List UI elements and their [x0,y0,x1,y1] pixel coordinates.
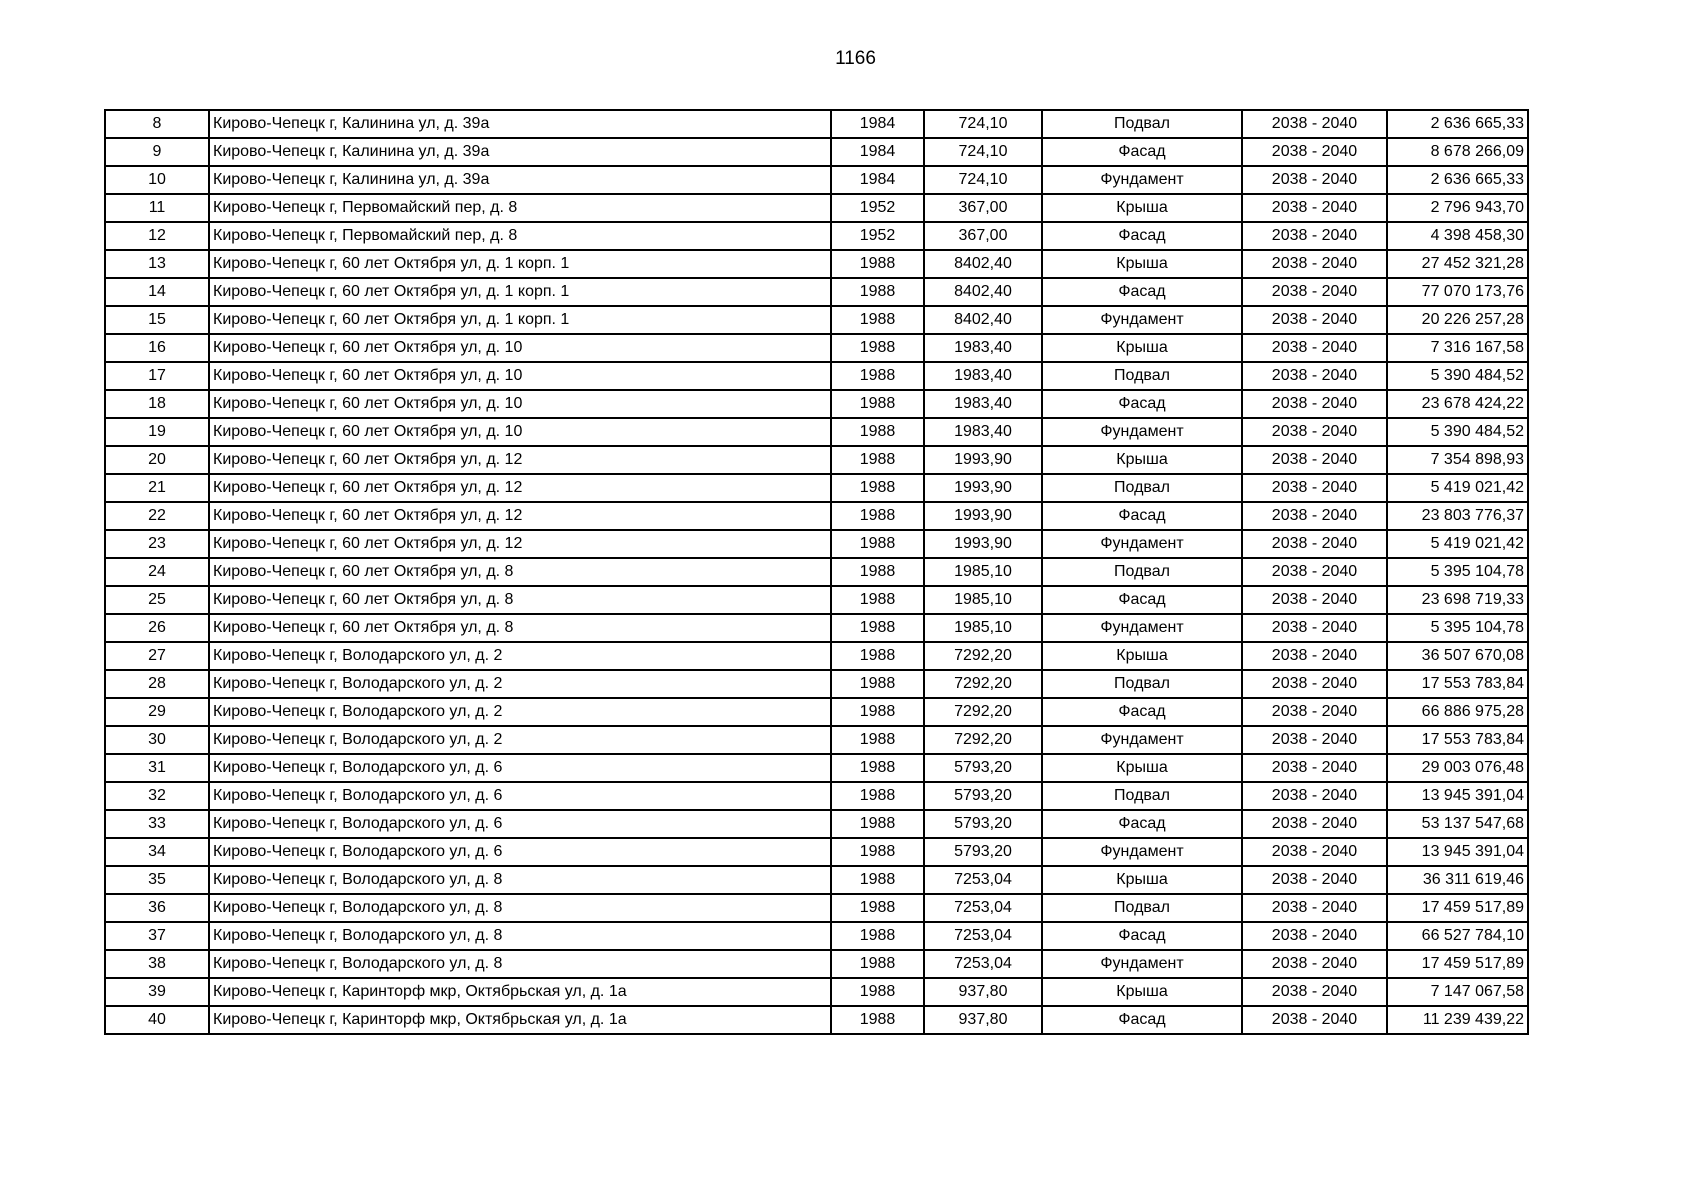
row-number-cell: 17 [105,362,209,390]
cost-cell: 7 147 067,58 [1387,978,1528,1006]
table-row [105,362,1528,390]
work-type-cell: Фасад [1042,502,1242,530]
area-cell: 5793,20 [924,754,1042,782]
row-number-cell: 15 [105,306,209,334]
address-cell: Кирово-Чепецк г, Володарского ул, д. 8 [209,866,831,894]
period-cell: 2038 - 2040 [1242,418,1387,446]
cost-cell: 27 452 321,28 [1387,250,1528,278]
row-number-cell: 21 [105,474,209,502]
work-type-cell: Фасад [1042,1006,1242,1034]
work-type-cell: Крыша [1042,194,1242,222]
address-cell: Кирово-Чепецк г, 60 лет Октября ул, д. 12 [209,530,831,558]
row-number-cell: 34 [105,838,209,866]
work-type-cell: Фундамент [1042,166,1242,194]
row-number-cell: 29 [105,698,209,726]
area-cell: 1993,90 [924,502,1042,530]
table-row [105,418,1528,446]
work-type-cell: Подвал [1042,110,1242,138]
row-number-cell: 24 [105,558,209,586]
work-type-cell: Фасад [1042,586,1242,614]
area-cell: 1983,40 [924,390,1042,418]
area-cell: 1985,10 [924,614,1042,642]
table-row [105,502,1528,530]
row-number-cell: 30 [105,726,209,754]
address-cell: Кирово-Чепецк г, Калинина ул, д. 39а [209,110,831,138]
cost-cell: 17 553 783,84 [1387,670,1528,698]
year-built-cell: 1988 [831,474,924,502]
period-cell: 2038 - 2040 [1242,222,1387,250]
period-cell: 2038 - 2040 [1242,894,1387,922]
work-type-cell: Крыша [1042,866,1242,894]
year-built-cell: 1988 [831,726,924,754]
area-cell: 7253,04 [924,950,1042,978]
table-row [105,110,1528,138]
work-type-cell: Крыша [1042,446,1242,474]
table-row [105,782,1528,810]
table-row [105,754,1528,782]
work-type-cell: Фасад [1042,698,1242,726]
table-row [105,922,1528,950]
cost-cell: 2 796 943,70 [1387,194,1528,222]
period-cell: 2038 - 2040 [1242,110,1387,138]
table-body [105,110,1528,1034]
work-type-cell: Фасад [1042,390,1242,418]
year-built-cell: 1988 [831,586,924,614]
row-number-cell: 25 [105,586,209,614]
year-built-cell: 1988 [831,1006,924,1034]
table-row [105,138,1528,166]
row-number-cell: 18 [105,390,209,418]
table-row [105,670,1528,698]
cost-cell: 23 698 719,33 [1387,586,1528,614]
address-cell: Кирово-Чепецк г, Володарского ул, д. 6 [209,838,831,866]
period-cell: 2038 - 2040 [1242,166,1387,194]
table-row [105,586,1528,614]
cost-cell: 66 527 784,10 [1387,922,1528,950]
period-cell: 2038 - 2040 [1242,922,1387,950]
cost-cell: 23 803 776,37 [1387,502,1528,530]
year-built-cell: 1988 [831,278,924,306]
period-cell: 2038 - 2040 [1242,782,1387,810]
year-built-cell: 1988 [831,390,924,418]
year-built-cell: 1988 [831,250,924,278]
table-row [105,446,1528,474]
work-type-cell: Подвал [1042,474,1242,502]
period-cell: 2038 - 2040 [1242,586,1387,614]
work-type-cell: Крыша [1042,978,1242,1006]
address-cell: Кирово-Чепецк г, Володарского ул, д. 8 [209,922,831,950]
year-built-cell: 1984 [831,166,924,194]
address-cell: Кирово-Чепецк г, Володарского ул, д. 6 [209,810,831,838]
period-cell: 2038 - 2040 [1242,474,1387,502]
year-built-cell: 1988 [831,866,924,894]
cost-cell: 7 316 167,58 [1387,334,1528,362]
area-cell: 8402,40 [924,306,1042,334]
row-number-cell: 13 [105,250,209,278]
period-cell: 2038 - 2040 [1242,502,1387,530]
table-row [105,642,1528,670]
cost-cell: 77 070 173,76 [1387,278,1528,306]
year-built-cell: 1988 [831,698,924,726]
period-cell: 2038 - 2040 [1242,614,1387,642]
year-built-cell: 1988 [831,502,924,530]
address-cell: Кирово-Чепецк г, 60 лет Октября ул, д. 1 корп. 1 [209,250,831,278]
area-cell: 7292,20 [924,642,1042,670]
work-type-cell: Подвал [1042,558,1242,586]
year-built-cell: 1988 [831,614,924,642]
year-built-cell: 1988 [831,362,924,390]
work-type-cell: Фасад [1042,810,1242,838]
cost-cell: 17 459 517,89 [1387,950,1528,978]
row-number-cell: 10 [105,166,209,194]
period-cell: 2038 - 2040 [1242,530,1387,558]
area-cell: 937,80 [924,978,1042,1006]
cost-cell: 36 507 670,08 [1387,642,1528,670]
table-row [105,698,1528,726]
row-number-cell: 35 [105,866,209,894]
row-number-cell: 23 [105,530,209,558]
row-number-cell: 16 [105,334,209,362]
period-cell: 2038 - 2040 [1242,698,1387,726]
address-cell: Кирово-Чепецк г, Володарского ул, д. 2 [209,670,831,698]
table-row [105,530,1528,558]
area-cell: 7292,20 [924,698,1042,726]
table-row [105,194,1528,222]
year-built-cell: 1988 [831,642,924,670]
period-cell: 2038 - 2040 [1242,810,1387,838]
table-row [105,250,1528,278]
cost-cell: 53 137 547,68 [1387,810,1528,838]
year-built-cell: 1988 [831,558,924,586]
address-cell: Кирово-Чепецк г, Володарского ул, д. 8 [209,950,831,978]
cost-cell: 23 678 424,22 [1387,390,1528,418]
address-cell: Кирово-Чепецк г, Володарского ул, д. 8 [209,894,831,922]
period-cell: 2038 - 2040 [1242,306,1387,334]
address-cell: Кирово-Чепецк г, 60 лет Октября ул, д. 1 корп. 1 [209,306,831,334]
area-cell: 1993,90 [924,474,1042,502]
year-built-cell: 1988 [831,418,924,446]
area-cell: 5793,20 [924,782,1042,810]
address-cell: Кирово-Чепецк г, Володарского ул, д. 2 [209,726,831,754]
year-built-cell: 1988 [831,670,924,698]
area-cell: 937,80 [924,1006,1042,1034]
row-number-cell: 31 [105,754,209,782]
work-type-cell: Подвал [1042,894,1242,922]
year-built-cell: 1988 [831,754,924,782]
address-cell: Кирово-Чепецк г, Калинина ул, д. 39а [209,166,831,194]
year-built-cell: 1988 [831,894,924,922]
period-cell: 2038 - 2040 [1242,250,1387,278]
cost-cell: 5 395 104,78 [1387,558,1528,586]
work-type-cell: Подвал [1042,782,1242,810]
row-number-cell: 19 [105,418,209,446]
table-row [105,306,1528,334]
period-cell: 2038 - 2040 [1242,278,1387,306]
row-number-cell: 32 [105,782,209,810]
address-cell: Кирово-Чепецк г, Володарского ул, д. 2 [209,698,831,726]
table-row [105,1006,1528,1034]
cost-cell: 5 419 021,42 [1387,474,1528,502]
area-cell: 1983,40 [924,334,1042,362]
area-cell: 5793,20 [924,810,1042,838]
period-cell: 2038 - 2040 [1242,754,1387,782]
row-number-cell: 37 [105,922,209,950]
cost-cell: 29 003 076,48 [1387,754,1528,782]
year-built-cell: 1984 [831,110,924,138]
work-type-cell: Фундамент [1042,950,1242,978]
address-cell: Кирово-Чепецк г, Володарского ул, д. 2 [209,642,831,670]
row-number-cell: 33 [105,810,209,838]
area-cell: 724,10 [924,166,1042,194]
address-cell: Кирово-Чепецк г, 60 лет Октября ул, д. 12 [209,502,831,530]
address-cell: Кирово-Чепецк г, 60 лет Октября ул, д. 8 [209,586,831,614]
area-cell: 724,10 [924,110,1042,138]
row-number-cell: 38 [105,950,209,978]
cost-cell: 17 459 517,89 [1387,894,1528,922]
cost-cell: 5 419 021,42 [1387,530,1528,558]
work-type-cell: Подвал [1042,362,1242,390]
year-built-cell: 1988 [831,950,924,978]
cost-cell: 2 636 665,33 [1387,110,1528,138]
row-number-cell: 28 [105,670,209,698]
table-row [105,866,1528,894]
work-type-cell: Фундамент [1042,838,1242,866]
work-type-cell: Фундамент [1042,726,1242,754]
address-cell: Кирово-Чепецк г, Каринторф мкр, Октябрьская ул, д. 1а [209,1006,831,1034]
year-built-cell: 1988 [831,306,924,334]
area-cell: 1983,40 [924,418,1042,446]
area-cell: 7253,04 [924,922,1042,950]
work-type-cell: Крыша [1042,754,1242,782]
period-cell: 2038 - 2040 [1242,978,1387,1006]
work-type-cell: Фасад [1042,222,1242,250]
address-cell: Кирово-Чепецк г, 60 лет Октября ул, д. 8 [209,558,831,586]
row-number-cell: 20 [105,446,209,474]
year-built-cell: 1988 [831,530,924,558]
period-cell: 2038 - 2040 [1242,194,1387,222]
row-number-cell: 39 [105,978,209,1006]
period-cell: 2038 - 2040 [1242,726,1387,754]
row-number-cell: 36 [105,894,209,922]
row-number-cell: 11 [105,194,209,222]
row-number-cell: 26 [105,614,209,642]
area-cell: 1985,10 [924,586,1042,614]
address-cell: Кирово-Чепецк г, 60 лет Октября ул, д. 8 [209,614,831,642]
cost-cell: 2 636 665,33 [1387,166,1528,194]
area-cell: 7253,04 [924,866,1042,894]
area-cell: 5793,20 [924,838,1042,866]
table-row [105,810,1528,838]
area-cell: 7292,20 [924,726,1042,754]
period-cell: 2038 - 2040 [1242,558,1387,586]
table-row [105,390,1528,418]
period-cell: 2038 - 2040 [1242,334,1387,362]
table-row [105,166,1528,194]
address-cell: Кирово-Чепецк г, 60 лет Октября ул, д. 10 [209,390,831,418]
address-cell: Кирово-Чепецк г, 60 лет Октября ул, д. 10 [209,362,831,390]
address-cell: Кирово-Чепецк г, 60 лет Октября ул, д. 12 [209,474,831,502]
table-row [105,334,1528,362]
address-cell: Кирово-Чепецк г, Каринторф мкр, Октябрьская ул, д. 1а [209,978,831,1006]
area-cell: 7253,04 [924,894,1042,922]
year-built-cell: 1952 [831,222,924,250]
period-cell: 2038 - 2040 [1242,642,1387,670]
table-row [105,614,1528,642]
address-cell: Кирово-Чепецк г, Калинина ул, д. 39а [209,138,831,166]
area-cell: 7292,20 [924,670,1042,698]
work-type-cell: Крыша [1042,642,1242,670]
area-cell: 8402,40 [924,278,1042,306]
row-number-cell: 14 [105,278,209,306]
table-row [105,978,1528,1006]
row-number-cell: 8 [105,110,209,138]
area-cell: 367,00 [924,222,1042,250]
cost-cell: 20 226 257,28 [1387,306,1528,334]
table-row [105,278,1528,306]
work-type-cell: Фасад [1042,138,1242,166]
cost-cell: 5 390 484,52 [1387,418,1528,446]
year-built-cell: 1988 [831,810,924,838]
cost-cell: 17 553 783,84 [1387,726,1528,754]
area-cell: 1985,10 [924,558,1042,586]
address-cell: Кирово-Чепецк г, Первомайский пер, д. 8 [209,194,831,222]
period-cell: 2038 - 2040 [1242,866,1387,894]
row-number-cell: 9 [105,138,209,166]
period-cell: 2038 - 2040 [1242,950,1387,978]
work-type-cell: Фундамент [1042,530,1242,558]
cost-cell: 7 354 898,93 [1387,446,1528,474]
period-cell: 2038 - 2040 [1242,838,1387,866]
table-row [105,838,1528,866]
year-built-cell: 1988 [831,838,924,866]
year-built-cell: 1984 [831,138,924,166]
work-type-cell: Подвал [1042,670,1242,698]
table-row [105,726,1528,754]
work-type-cell: Фундамент [1042,306,1242,334]
row-number-cell: 22 [105,502,209,530]
area-cell: 1993,90 [924,530,1042,558]
cost-cell: 66 886 975,28 [1387,698,1528,726]
period-cell: 2038 - 2040 [1242,138,1387,166]
work-type-cell: Фасад [1042,278,1242,306]
cost-cell: 13 945 391,04 [1387,838,1528,866]
year-built-cell: 1988 [831,782,924,810]
address-cell: Кирово-Чепецк г, 60 лет Октября ул, д. 10 [209,334,831,362]
row-number-cell: 40 [105,1006,209,1034]
repair-schedule-table [104,109,1529,1035]
period-cell: 2038 - 2040 [1242,390,1387,418]
address-cell: Кирово-Чепецк г, 60 лет Октября ул, д. 12 [209,446,831,474]
table-row [105,474,1528,502]
period-cell: 2038 - 2040 [1242,670,1387,698]
cost-cell: 11 239 439,22 [1387,1006,1528,1034]
row-number-cell: 12 [105,222,209,250]
table-row [105,222,1528,250]
area-cell: 8402,40 [924,250,1042,278]
cost-cell: 4 398 458,30 [1387,222,1528,250]
period-cell: 2038 - 2040 [1242,362,1387,390]
cost-cell: 36 311 619,46 [1387,866,1528,894]
page-number: 1166 [835,48,876,69]
work-type-cell: Фундамент [1042,418,1242,446]
cost-cell: 8 678 266,09 [1387,138,1528,166]
cost-cell: 5 390 484,52 [1387,362,1528,390]
address-cell: Кирово-Чепецк г, Первомайский пер, д. 8 [209,222,831,250]
area-cell: 724,10 [924,138,1042,166]
area-cell: 367,00 [924,194,1042,222]
year-built-cell: 1988 [831,978,924,1006]
row-number-cell: 27 [105,642,209,670]
area-cell: 1993,90 [924,446,1042,474]
address-cell: Кирово-Чепецк г, Володарского ул, д. 6 [209,754,831,782]
period-cell: 2038 - 2040 [1242,446,1387,474]
address-cell: Кирово-Чепецк г, Володарского ул, д. 6 [209,782,831,810]
address-cell: Кирово-Чепецк г, 60 лет Октября ул, д. 1 корп. 1 [209,278,831,306]
year-built-cell: 1988 [831,334,924,362]
work-type-cell: Крыша [1042,250,1242,278]
table-row [105,894,1528,922]
table-row [105,950,1528,978]
year-built-cell: 1988 [831,922,924,950]
year-built-cell: 1952 [831,194,924,222]
work-type-cell: Фасад [1042,922,1242,950]
cost-cell: 5 395 104,78 [1387,614,1528,642]
work-type-cell: Фундамент [1042,614,1242,642]
area-cell: 1983,40 [924,362,1042,390]
cost-cell: 13 945 391,04 [1387,782,1528,810]
address-cell: Кирово-Чепецк г, 60 лет Октября ул, д. 10 [209,418,831,446]
work-type-cell: Крыша [1042,334,1242,362]
period-cell: 2038 - 2040 [1242,1006,1387,1034]
year-built-cell: 1988 [831,446,924,474]
table-row [105,558,1528,586]
